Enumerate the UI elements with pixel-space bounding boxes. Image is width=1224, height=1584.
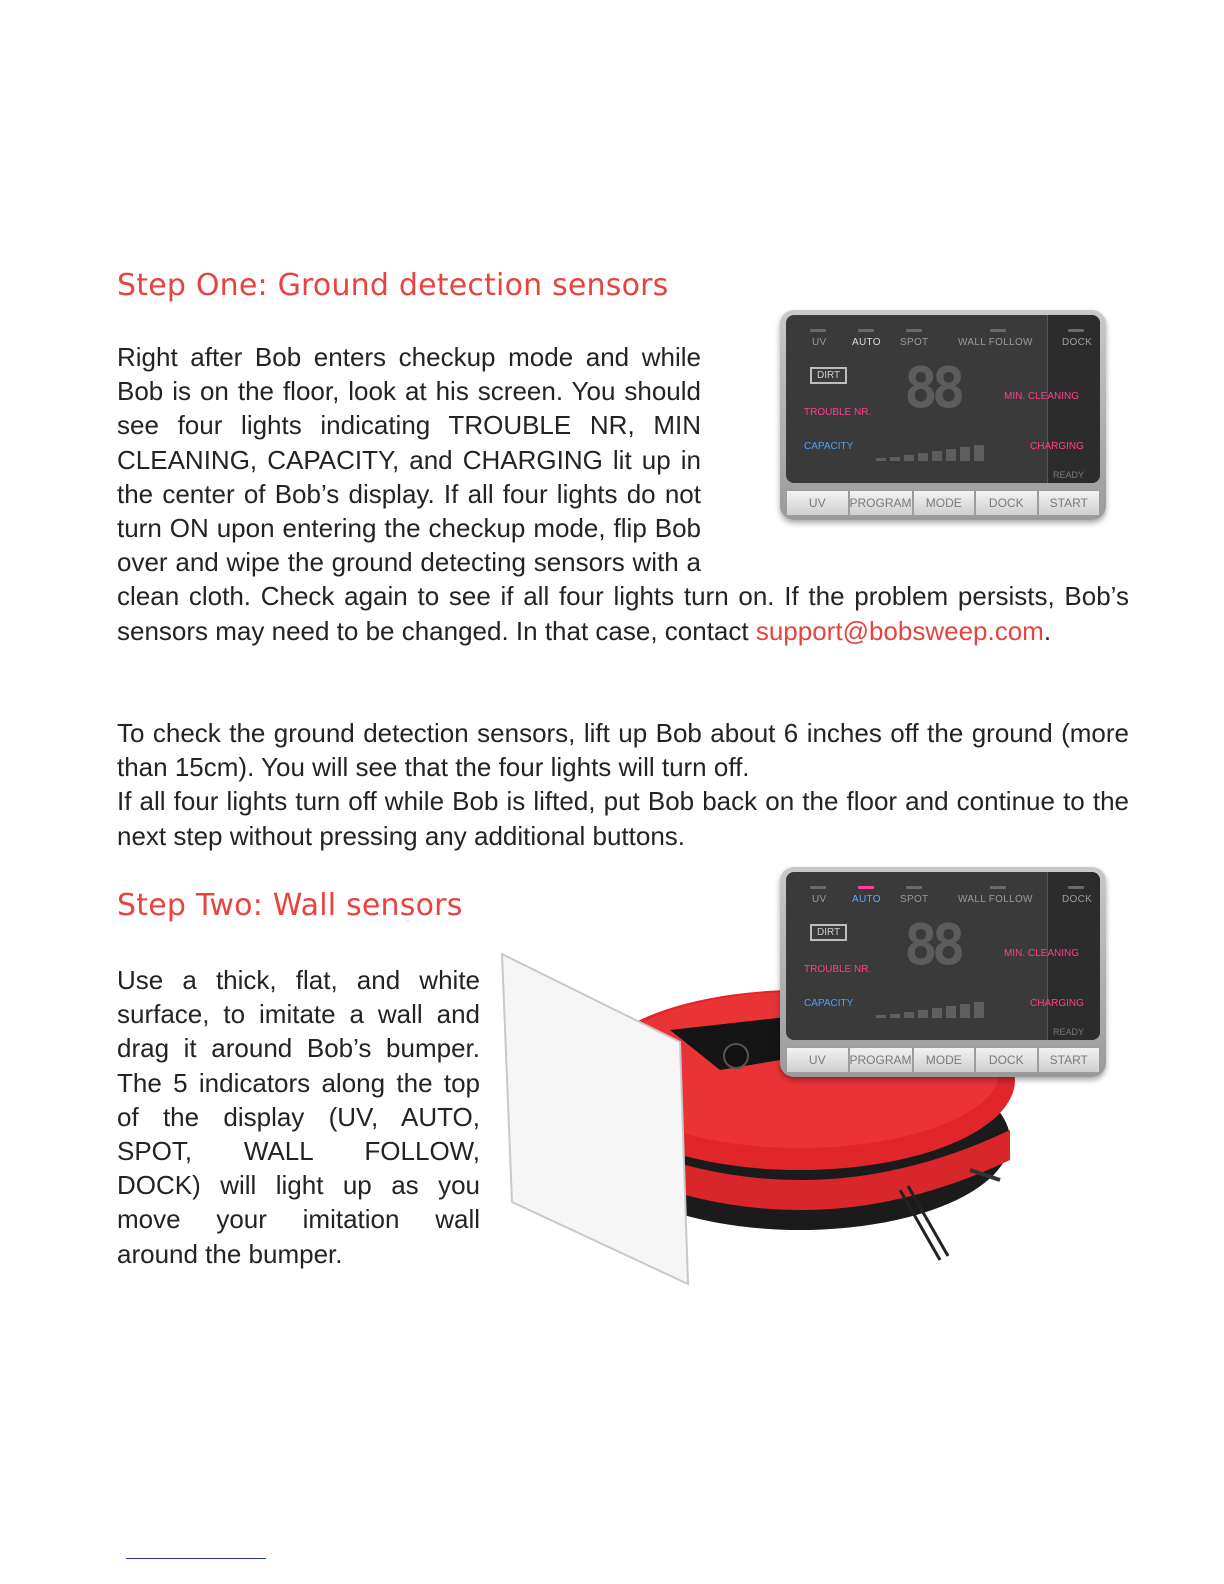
uv-indicator-bar <box>810 329 826 332</box>
spot-label: SPOT <box>900 337 929 348</box>
segment-digits-2: 88 <box>904 913 960 978</box>
charging-light: CHARGING <box>1030 441 1084 452</box>
capacity-light-2: CAPACITY <box>804 998 854 1009</box>
spot-indicator-bar-2 <box>906 886 922 889</box>
white-card-wall <box>502 954 688 1284</box>
footer-rule <box>126 1558 266 1559</box>
uv-label-2: UV <box>812 894 827 905</box>
step-one-paragraph <box>117 340 1129 648</box>
spot-indicator-bar <box>906 329 922 332</box>
uv-button[interactable]: UV <box>786 490 849 516</box>
auto-indicator-bar-lit <box>858 886 874 889</box>
ready-label-2: READY <box>1052 1027 1084 1037</box>
robot-power-button <box>724 1044 748 1068</box>
min-cleaning-light-2: MIN. CLEANING <box>1004 948 1080 959</box>
display-panel-wall <box>780 867 1106 1077</box>
trouble-nr-light: TROUBLE NR. <box>804 407 872 418</box>
mode-button-2[interactable]: MODE <box>913 1047 976 1073</box>
auto-label: AUTO <box>852 337 881 348</box>
step-one-text: Right after Bob enters checkup mode and while Bob is on the floor, look at his screen. You should see four lights indicating TROUBLE NR, MIN CLEANING, CAPACITY, and CHARGING lit up in the center of Bob’s display. If all four lights do not turn ON upon entering the checkup mode, flip Bob over and wipe the ground detecting sensors with a clean cloth. Check again to see if all four lights turn on. If the problem persists, Bob’s sensors may need to be changed. In that case, contact <box>117 342 1129 646</box>
lift-check-line1: To check the ground detection sensors, lift up Bob about 6 inches off the ground (more than 15cm). You will see that the four lights will turn off. <box>117 718 1129 783</box>
dirt-label: DIRT <box>810 367 847 384</box>
lift-check-line2: If all four lights turn off while Bob is lifted, put Bob back on the floor and continue to the next step without pressing any additional buttons. <box>117 786 1129 851</box>
dock-label: DOCK <box>1062 337 1093 348</box>
auto-label-lit: AUTO <box>852 894 881 905</box>
dock-button[interactable]: DOCK <box>975 490 1038 516</box>
step-two-paragraph: Use a thick, flat, and white surface, to imitate a wall and drag it around Bob’s bumper. The 5 indicators along the top of the display (UV, AUTO, SPOT, WALL FOLLOW, DOCK) will light up as you move your imitation wall around the bumper. <box>117 965 480 1269</box>
capacity-gauge-2 <box>876 1000 1016 1018</box>
step-one-heading: Step One: Ground detection sensors <box>117 268 669 303</box>
program-button[interactable]: PROGRAM <box>849 490 913 516</box>
uv-button-2[interactable]: UV <box>786 1047 849 1073</box>
trouble-nr-light-2: TROUBLE NR. <box>804 964 872 975</box>
program-button-2[interactable]: PROGRAM <box>849 1047 913 1073</box>
start-button-2[interactable]: START <box>1038 1047 1101 1073</box>
wall-follow-label: WALL FOLLOW <box>958 337 1033 348</box>
uv-indicator-bar-2 <box>810 886 826 889</box>
ready-label: READY <box>1052 470 1084 480</box>
uv-label: UV <box>812 337 827 348</box>
capacity-light: CAPACITY <box>804 441 854 452</box>
panel-float-spacer <box>701 340 1129 578</box>
charging-light-2: CHARGING <box>1030 998 1084 1009</box>
dirt-label-2: DIRT <box>810 924 847 941</box>
mode-button[interactable]: MODE <box>913 490 976 516</box>
step-two-heading: Step Two: Wall sensors <box>117 888 463 923</box>
spot-label-2: SPOT <box>900 894 929 905</box>
start-button[interactable]: START <box>1038 490 1101 516</box>
wall-follow-indicator-bar-2 <box>990 886 1006 889</box>
wall-follow-label-2: WALL FOLLOW <box>958 894 1033 905</box>
step-one-period: . <box>1043 615 1052 646</box>
dock-indicator-bar-2 <box>1068 886 1084 889</box>
dock-indicator-bar <box>1068 329 1084 332</box>
display-button-row-2 <box>786 1047 1100 1073</box>
dock-button-2[interactable]: DOCK <box>975 1047 1038 1073</box>
wall-follow-indicator-bar <box>990 329 1006 332</box>
auto-indicator-bar <box>858 329 874 332</box>
support-email-link[interactable]: support@bobsweep.com <box>755 615 1044 646</box>
segment-digits: 88 <box>904 356 960 421</box>
display-screen-2 <box>786 872 1100 1040</box>
min-cleaning-light: MIN. CLEANING <box>1004 391 1080 402</box>
lift-check-paragraph <box>117 716 1129 853</box>
dock-label-2: DOCK <box>1062 894 1093 905</box>
